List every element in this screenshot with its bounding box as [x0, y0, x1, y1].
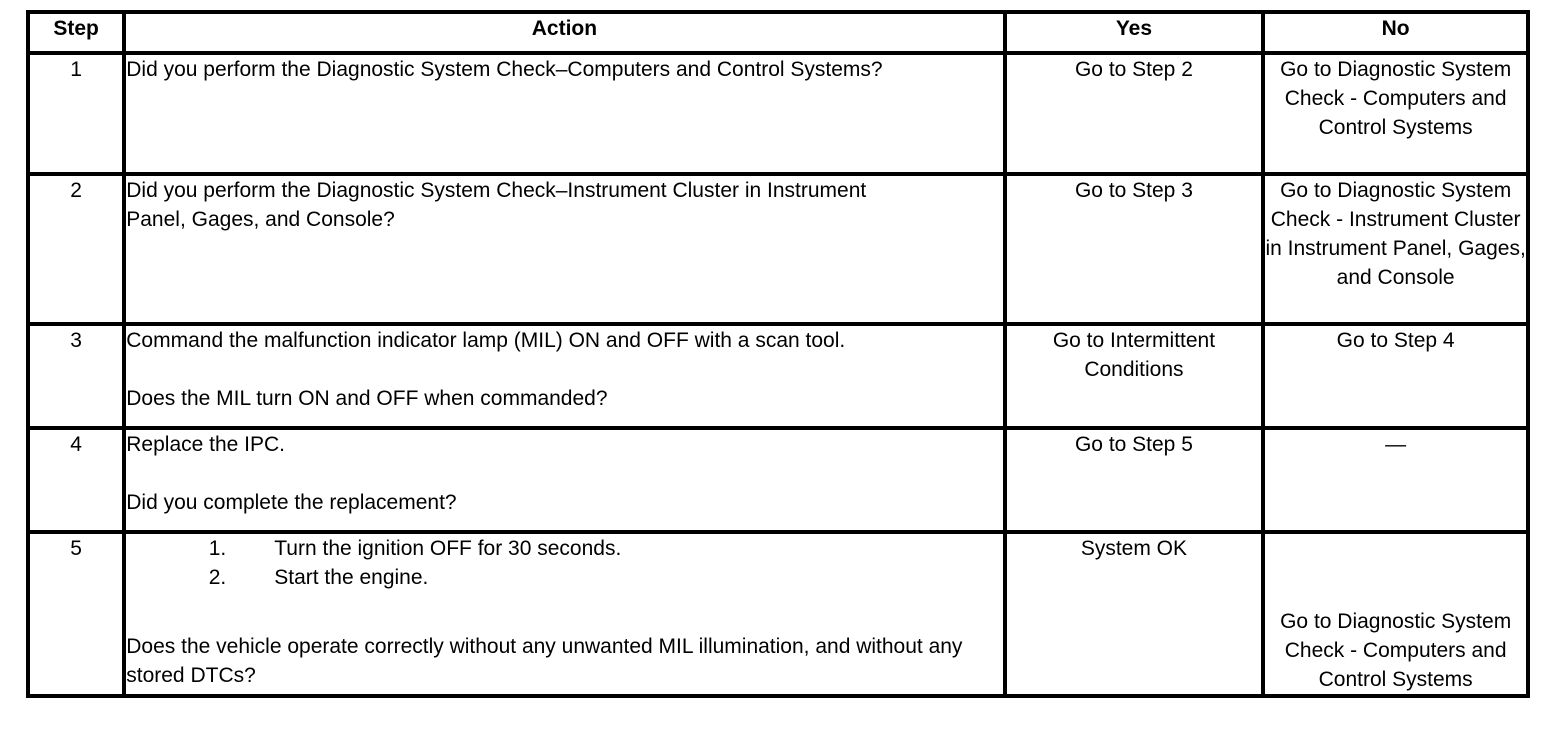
table-header-row	[30, 14, 1526, 55]
step-number: 3	[30, 326, 126, 430]
header-no: No	[1265, 14, 1526, 55]
spacer	[126, 592, 1002, 632]
list-number: 2.	[208, 566, 227, 589]
action-text: Did you perform the Diagnostic System Check–Computers and Control Systems?	[126, 58, 883, 81]
action-question: Did you complete the replacement?	[126, 491, 457, 514]
no-cell: Go to Diagnostic System Check - Computers and Control Systems	[1265, 534, 1526, 694]
action-text: Did you perform the Diagnostic System Check–Instrument Cluster in Instrument Panel, Gages, and Console?	[126, 179, 867, 231]
list-number: 1.	[208, 537, 227, 560]
step-number: 4	[30, 430, 126, 534]
procedure-list	[126, 534, 1002, 592]
diagnostic-table-container	[26, 10, 1530, 698]
yes-cell	[1007, 326, 1266, 430]
table-row	[30, 176, 1526, 326]
step-number: 1	[30, 55, 126, 176]
list-text: Start the engine.	[274, 566, 429, 589]
yes-text: Go to Intermittent Conditions	[1052, 329, 1216, 381]
header-yes: Yes	[1007, 14, 1266, 55]
diagnostic-table	[26, 10, 1530, 698]
spacer	[126, 459, 1002, 488]
no-cell: Go to Diagnostic System Check - Instrument Cluster in Instrument Panel, Gages, and Console	[1265, 176, 1526, 326]
list-item	[174, 563, 1002, 592]
step-number: 2	[30, 176, 126, 326]
header-step: Step	[30, 14, 126, 55]
header-action: Action	[126, 14, 1006, 55]
yes-cell: Go to Step 5	[1007, 430, 1266, 534]
action-cell	[126, 534, 1006, 694]
table-row	[30, 55, 1526, 176]
action-cell	[126, 55, 1006, 176]
table-row	[30, 534, 1526, 694]
no-cell: —	[1265, 430, 1526, 534]
step-number: 5	[30, 534, 126, 694]
no-cell: Go to Diagnostic System Check - Computers and Control Systems	[1265, 55, 1526, 176]
action-cell	[126, 176, 1006, 326]
list-text: Turn the ignition OFF for 30 seconds.	[274, 537, 622, 560]
no-cell: Go to Step 4	[1265, 326, 1526, 430]
action-cell	[126, 326, 1006, 430]
table-row	[30, 326, 1526, 430]
yes-cell: Go to Step 2	[1007, 55, 1266, 176]
yes-cell: System OK	[1007, 534, 1266, 694]
spacer	[126, 355, 1002, 384]
action-cell	[126, 430, 1006, 534]
action-text: Command the malfunction indicator lamp (MIL) ON and OFF with a scan tool.	[126, 329, 846, 352]
action-question: Does the MIL turn ON and OFF when commanded?	[126, 387, 608, 410]
action-question: Does the vehicle operate correctly without any unwanted MIL illumination, and without any stored DTCs?	[126, 635, 963, 687]
yes-cell: Go to Step 3	[1007, 176, 1266, 326]
action-text: Replace the IPC.	[126, 433, 286, 456]
table-row	[30, 430, 1526, 534]
list-item	[174, 534, 1002, 563]
